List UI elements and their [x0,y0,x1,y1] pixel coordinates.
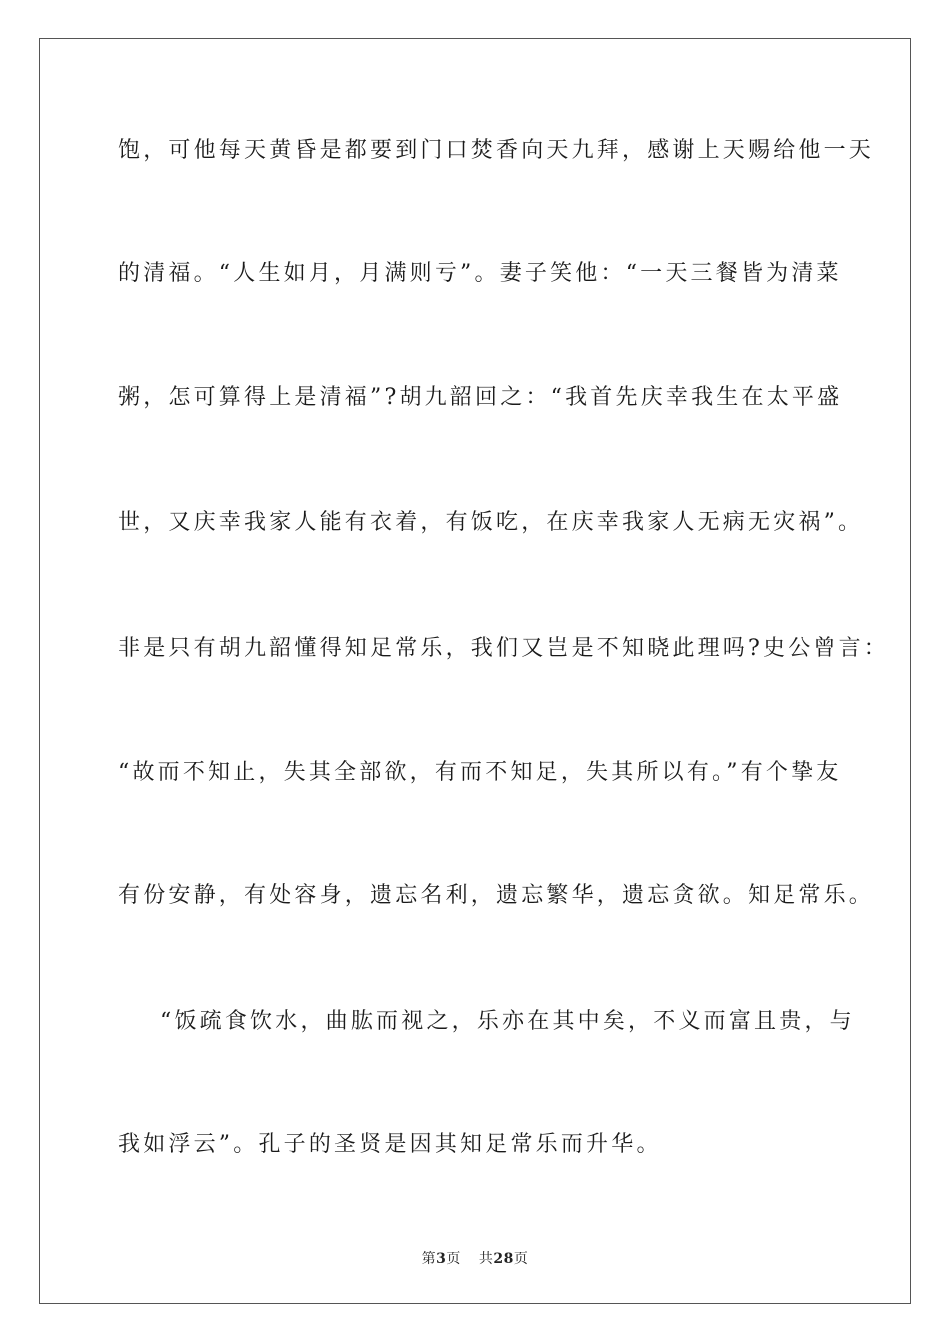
text-line-5: 非是只有胡九韶懂得知足常乐，我们又岂是不知晓此理吗?史公曾言： [118,636,889,661]
page-prefix: 第 [421,1251,437,1267]
text-line-3: 粥，怎可算得上是清福”?胡九韶回之：“我首先庆幸我生在太平盛 [118,385,843,410]
text-line-8: “饭疏食饮水，曲肱而视之，乐亦在其中矣，不义而富且贵，与 [160,1009,855,1034]
text-line-7: 有份安静，有处容身，遗忘名利，遗忘繁华，遗忘贪欲。知足常乐。 [118,883,875,908]
total-pages: 28 [493,1251,514,1267]
text-line-2: 的清福。“人生如月，月满则亏”。妻子笑他：“一天三餐皆为清菜 [118,261,842,286]
text-line-4: 世，又庆幸我家人能有衣着，有饭吃，在庆幸我家人无病无灾祸”。 [118,510,864,535]
page-border [39,38,911,1304]
page-suffix: 页 [446,1251,461,1267]
total-prefix: 共 [478,1251,494,1267]
text-line-9: 我如浮云”。孔子的圣贤是因其知足常乐而升华。 [118,1132,662,1157]
total-suffix: 页 [513,1251,529,1267]
page-footer [0,1248,950,1268]
text-line-1: 饱，可他每天黄昏是都要到门口焚香向天九拜，感谢上天赐给他一天 [118,138,875,163]
text-line-6: “故而不知止，失其全部欲，有而不知足，失其所以有。”有个挚友 [118,760,842,785]
page-number: 3 [436,1251,447,1267]
